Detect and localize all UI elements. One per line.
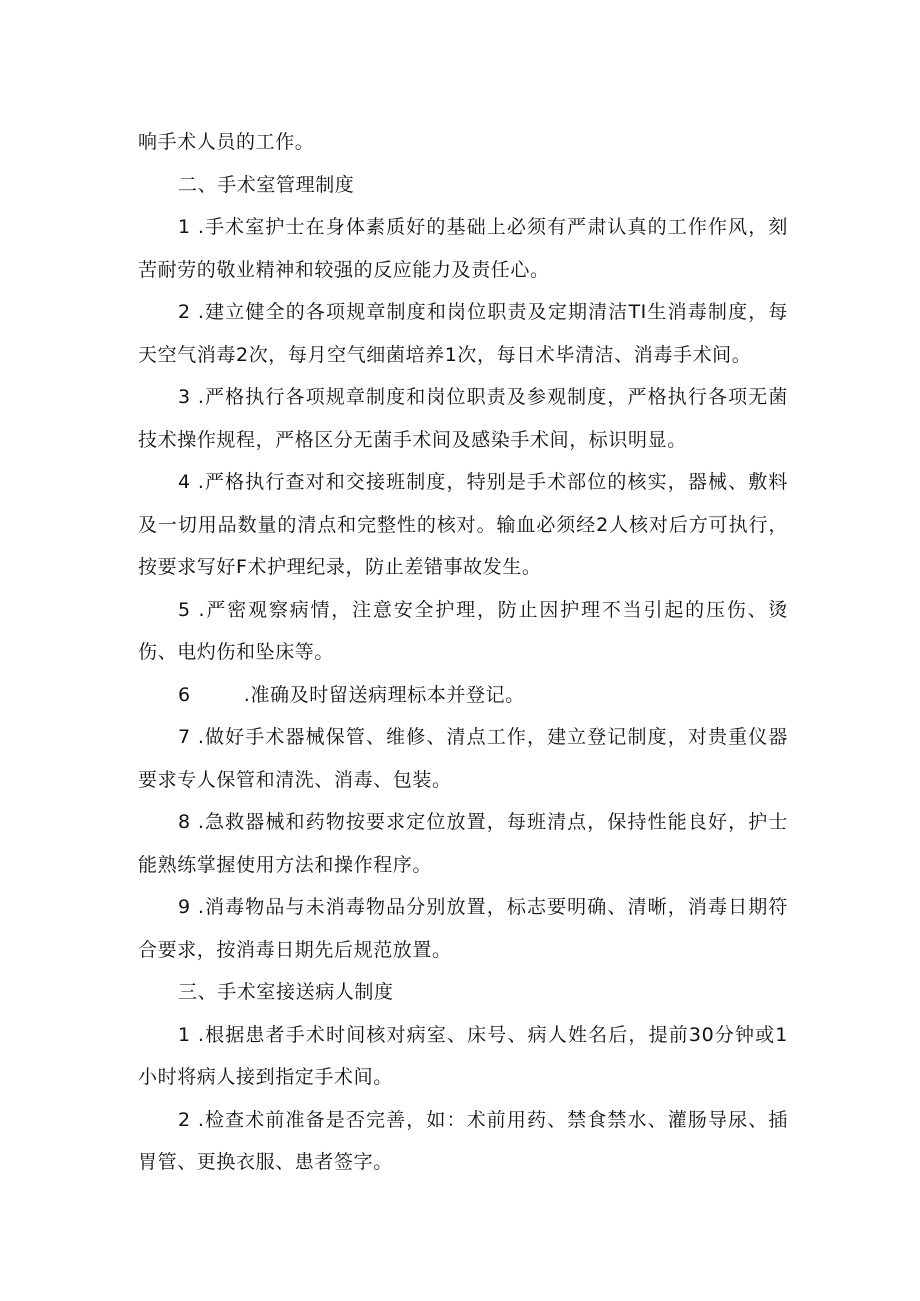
document-body xyxy=(138,121,788,1184)
section-heading-management: 二、手术室管理制度 xyxy=(178,173,355,196)
continuation-text: 响手术人员的工作。 xyxy=(138,131,315,153)
management-rule-7: 7 .做好手术器械保管、维修、清点工作，建立登记制度，对贵重仪器要求专人保管和清洗、消毒、包装。 xyxy=(138,726,788,791)
transfer-rule-1: 1 .根据患者手术时间核对病室、床号、病人姓名后，提前30分钟或1小时将病人接到指定手术间。 xyxy=(138,1023,788,1088)
management-rule-6: 6 .准确及时留送病理标本并登记。 xyxy=(178,683,525,706)
transfer-rule-2: 2 .检查术前准备是否完善，如：术前用药、禁食禁水、灌肠导尿、插胃管、更换衣服、患者签字。 xyxy=(138,1108,788,1173)
section-heading-transfer: 三、手术室接送病人制度 xyxy=(178,981,394,1003)
management-rule-8: 8 .急救器械和药物按要求定位放置，每班清点，保持性能良好，护士能熟练掌握使用方法和操作程序。 xyxy=(138,811,788,876)
management-rule-1: 1 .手术室护士在身体素质好的基础上必须有严肃认真的工作作风，刻苦耐劳的敬业精神和较强的反应能力及责任心。 xyxy=(138,216,788,281)
management-rule-3: 3 .严格执行各项规章制度和岗位职责及参观制度，严格执行各项无菌技术操作规程，严格区分无菌手术间及感染手术间，标识明显。 xyxy=(138,386,788,451)
management-rule-9: 9 .消毒物品与未消毒物品分别放置，标志要明确、清晰，消毒日期符合要求，按消毒日期先后规范放置。 xyxy=(138,896,788,961)
management-rule-4: 4 .严格执行查对和交接班制度，特别是手术部位的核实，器械、敷料及一切用品数量的清点和完整性的核对。输血必须经2人核对后方可执行，按要求写好F术护理纪录，防止差错事故发生。 xyxy=(138,471,788,578)
management-rule-2: 2 .建立健全的各项规章制度和岗位职责及定期清洁TI生消毒制度，每天空气消毒2次，每月空气细菌培养1次，每日术毕清洁、消毒手术间。 xyxy=(138,301,788,366)
management-rule-5: 5 .严密观察病情，注意安全护理，防止因护理不当引起的压伤、烫伤、电灼伤和坠床等。 xyxy=(138,598,788,663)
